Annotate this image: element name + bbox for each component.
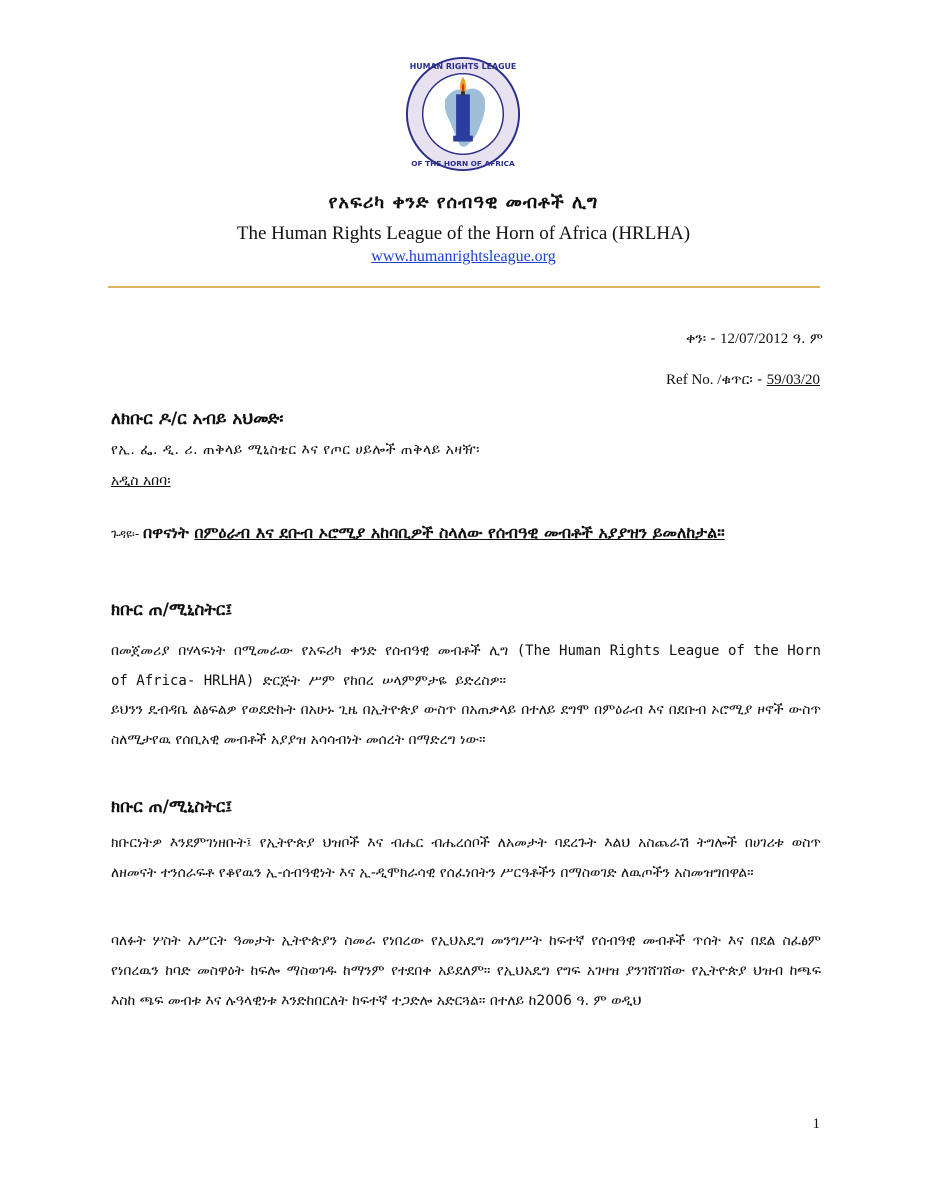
org-name-english: The Human Rights League of the Horn of Africa (HRLHA) (236, 223, 691, 244)
svg-text:OF THE HORN OF AFRICA: OF THE HORN OF AFRICA (411, 159, 515, 169)
body-paragraph-3: ክቡርነትዎ እንደምገነዘቡት፤ የኢትዮጵያ ህዝቦች እና ብሔር ብሔረሰቦች ለአመታት ባደረጉት እልህ አስጨራሽ ትግሎች በሀገሪቱ ወስጥ ለዘመናት ተንሰራፍቶ የቆየዉን ኢ-ሰብዓዊነት እና ኢ-ዲሞክራሳዊ የሰፈነበትን ሥርዓቶችን በማስወገድ ለዉጦችን አስመዝግበዋል። (111, 835, 821, 881)
page-number: 1 (812, 1116, 820, 1132)
salutation-2: ክቡር ጠ/ሚኒስትር፤ (111, 797, 233, 817)
date-suffix: ዓ. ም (788, 331, 823, 347)
hrlha-logo-emblem (404, 55, 522, 173)
subject-label: ጉዳዩ፡- (111, 527, 144, 541)
reference-line (666, 372, 820, 389)
date-line (686, 331, 823, 348)
subject-line (111, 517, 823, 550)
date-value: 12/07/2012 (719, 331, 789, 347)
ref-label-amharic: ቁጥር፡ - (721, 372, 767, 388)
org-name-amharic: የአፍሪካ ቀንድ የሰብዓዊ መብቶች ሊግ (328, 192, 599, 213)
recipient-name: ለክቡር ዶ/ር አብይ አህመድ፡ (111, 409, 284, 429)
subject-part-2: በምዕራብ እና ደቡብ ኦሮሚያ አከባቢዎች ስላለው የሰብዓዊ መብቶች አያያዝን ይመለከታል። (194, 523, 725, 542)
header-divider (108, 286, 820, 288)
ref-prefix: Ref No. / (666, 372, 722, 388)
ref-number: 59/03/20 (766, 372, 820, 388)
recipient-city: አዲስ አበባ፡ (111, 473, 171, 489)
svg-text:HUMAN RIGHTS LEAGUE: HUMAN RIGHTS LEAGUE (409, 61, 517, 71)
website-link[interactable]: www.humanrightsleague.org (371, 248, 556, 265)
recipient-title: የኢ. ፌ. ዲ. ሪ. ጠቅላይ ሚኒስቴር እና የጦር ሀይሎች ጠቅላይ አዛዥ፡ (111, 442, 480, 458)
subject-part-1: በዋናነት (143, 523, 195, 542)
body-paragraph-2: ይህንን ዴብዳቤ ልፅፍልዎ የወደድኩት በአሁኑ ጊዜ በኢትዮጵያ ውስጥ በአጠቃላይ በተለይ ደግሞ በምዕራብ እና በደቡብ ኦሮሚያ ዞኖች ውስጥ ስለሚታየዉ የሰቢአዊ መብቶች አያያዝ አሳሳብነት መሰረት በማድረግ ነው። (111, 702, 821, 748)
salutation-1: ክቡር ጠ/ሚኒስትር፤ (111, 600, 233, 620)
body-paragraph-4: ባለፉት ሦስት አሥርት ዓመታት ኢትዮጵያን ስመራ የነበረው የኢህአዴግ መንግሥት ከፍተኛ የሰብዓዊ መብቶች ጥሰት እና በደል ስፈፅም የነበረዉን ከባድ መስዋዕት ከፍሎ ማስወገዱ ከማንም የተደበቀ አይደለም። የኢህአዴግ የግፍ አገዛዝ ያንገሸገሸው የኢትዮጵያ ህዝብ ከጫፍ እስከ ጫፍ መብቱ እና ሉዓላዊነቱ እንድከበርለት ከፍተኛ ተጋድሎ አድርጓል። በተለይ ከ2006 ዓ. ም ወዲህ (111, 933, 821, 1009)
date-label: ቀን፡ - (685, 331, 720, 347)
body-paragraph-1: በመጀመሪያ በሃላፍነት በሚመራው የአፍሪካ ቀንድ የሰብዓዊ መብቶች ሊግ (The Human Rights League of the Horn of Africa- HRLHA) ድርጅት ሥም የከበረ ሠላምምታዬ ይድረስዎ። (111, 643, 821, 689)
hrlha-logo (404, 55, 522, 173)
